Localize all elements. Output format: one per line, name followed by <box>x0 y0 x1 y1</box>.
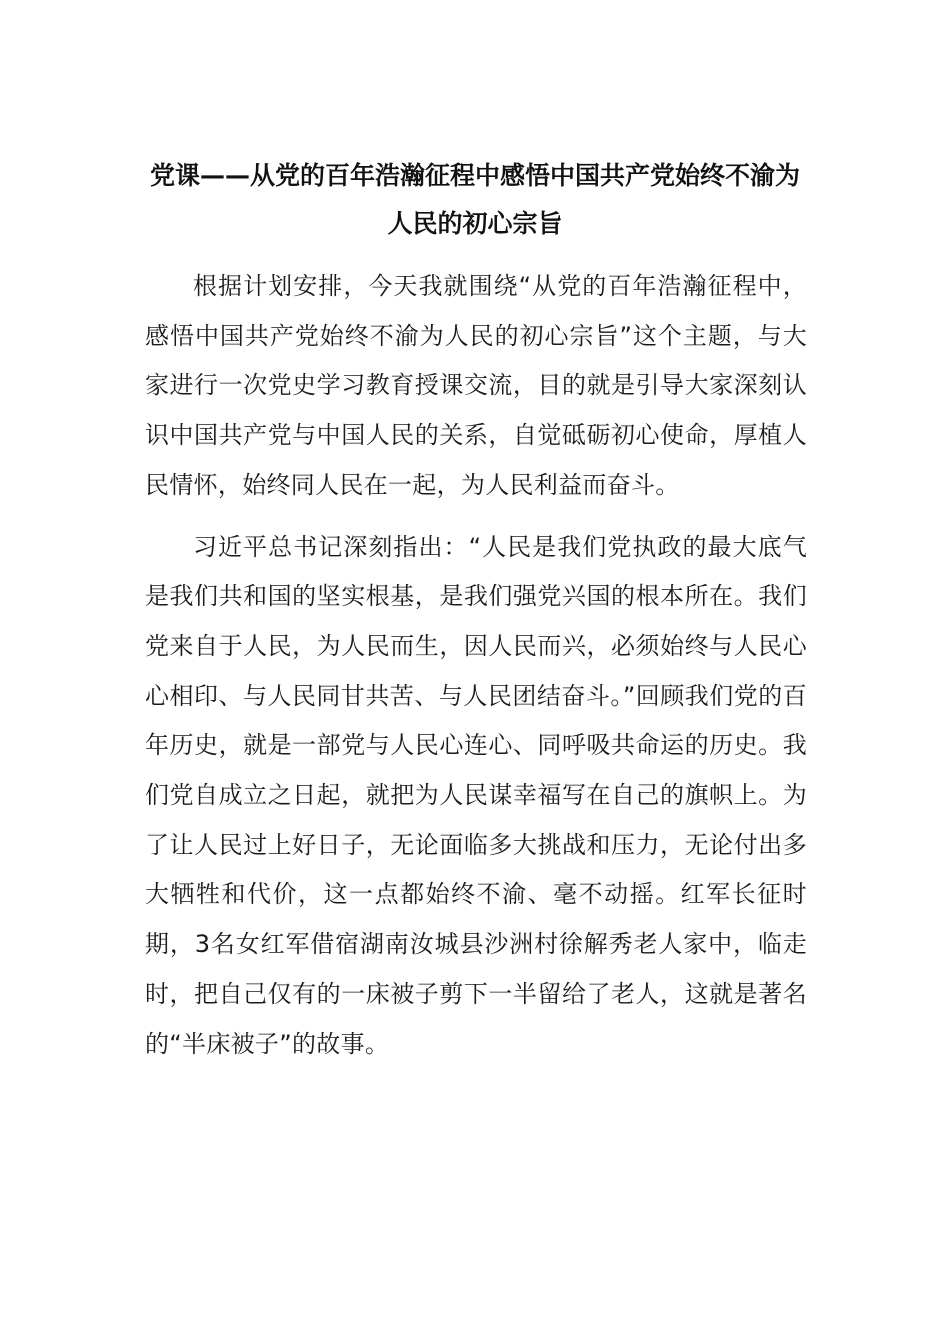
paragraph-1: 根据计划安排，今天我就围绕“从党的百年浩瀚征程中，感悟中国共产党始终不渝为人民的初心宗旨”这个主题，与大家进行一次党史学习教育授课交流，目的就是引导大家深刻认识中国共产党与中国人民的关系，自觉砥砺初心使命，厚植人民情怀，始终同人民在一起，为人民利益而奋斗。 <box>145 272 807 499</box>
document-body <box>145 262 807 1081</box>
paragraph-2: 习近平总书记深刻指出：“人民是我们党执政的最大底气是我们共和国的坚实根基，是我们强党兴国的根本所在。我们党来自于人民，为人民而生，因人民而兴，必须始终与人民心心相印、与人民同甘共苦、与人民团结奋斗。”回顾我们党的百年历史，就是一部党与人民心连心、同呼吸共命运的历史。我们党自成立之日起，就把为人民谋幸福写在自己的旗帜上。为了让人民过上好日子，无论面临多大挑战和压力，无论付出多大牺牲和代价，这一点都始终不渝、毫不动摇。红军长征时期，3名女红军借宿湖南汝城县沙洲村徐解秀老人家中，临走时，把自己仅有的一床被子剪下一半留给了老人，这就是著名的“半床被子”的故事。 <box>145 532 807 1058</box>
document-title: 党课——从党的百年浩瀚征程中感悟中国共产党始终不渝为人民的初心宗旨 <box>149 161 800 238</box>
